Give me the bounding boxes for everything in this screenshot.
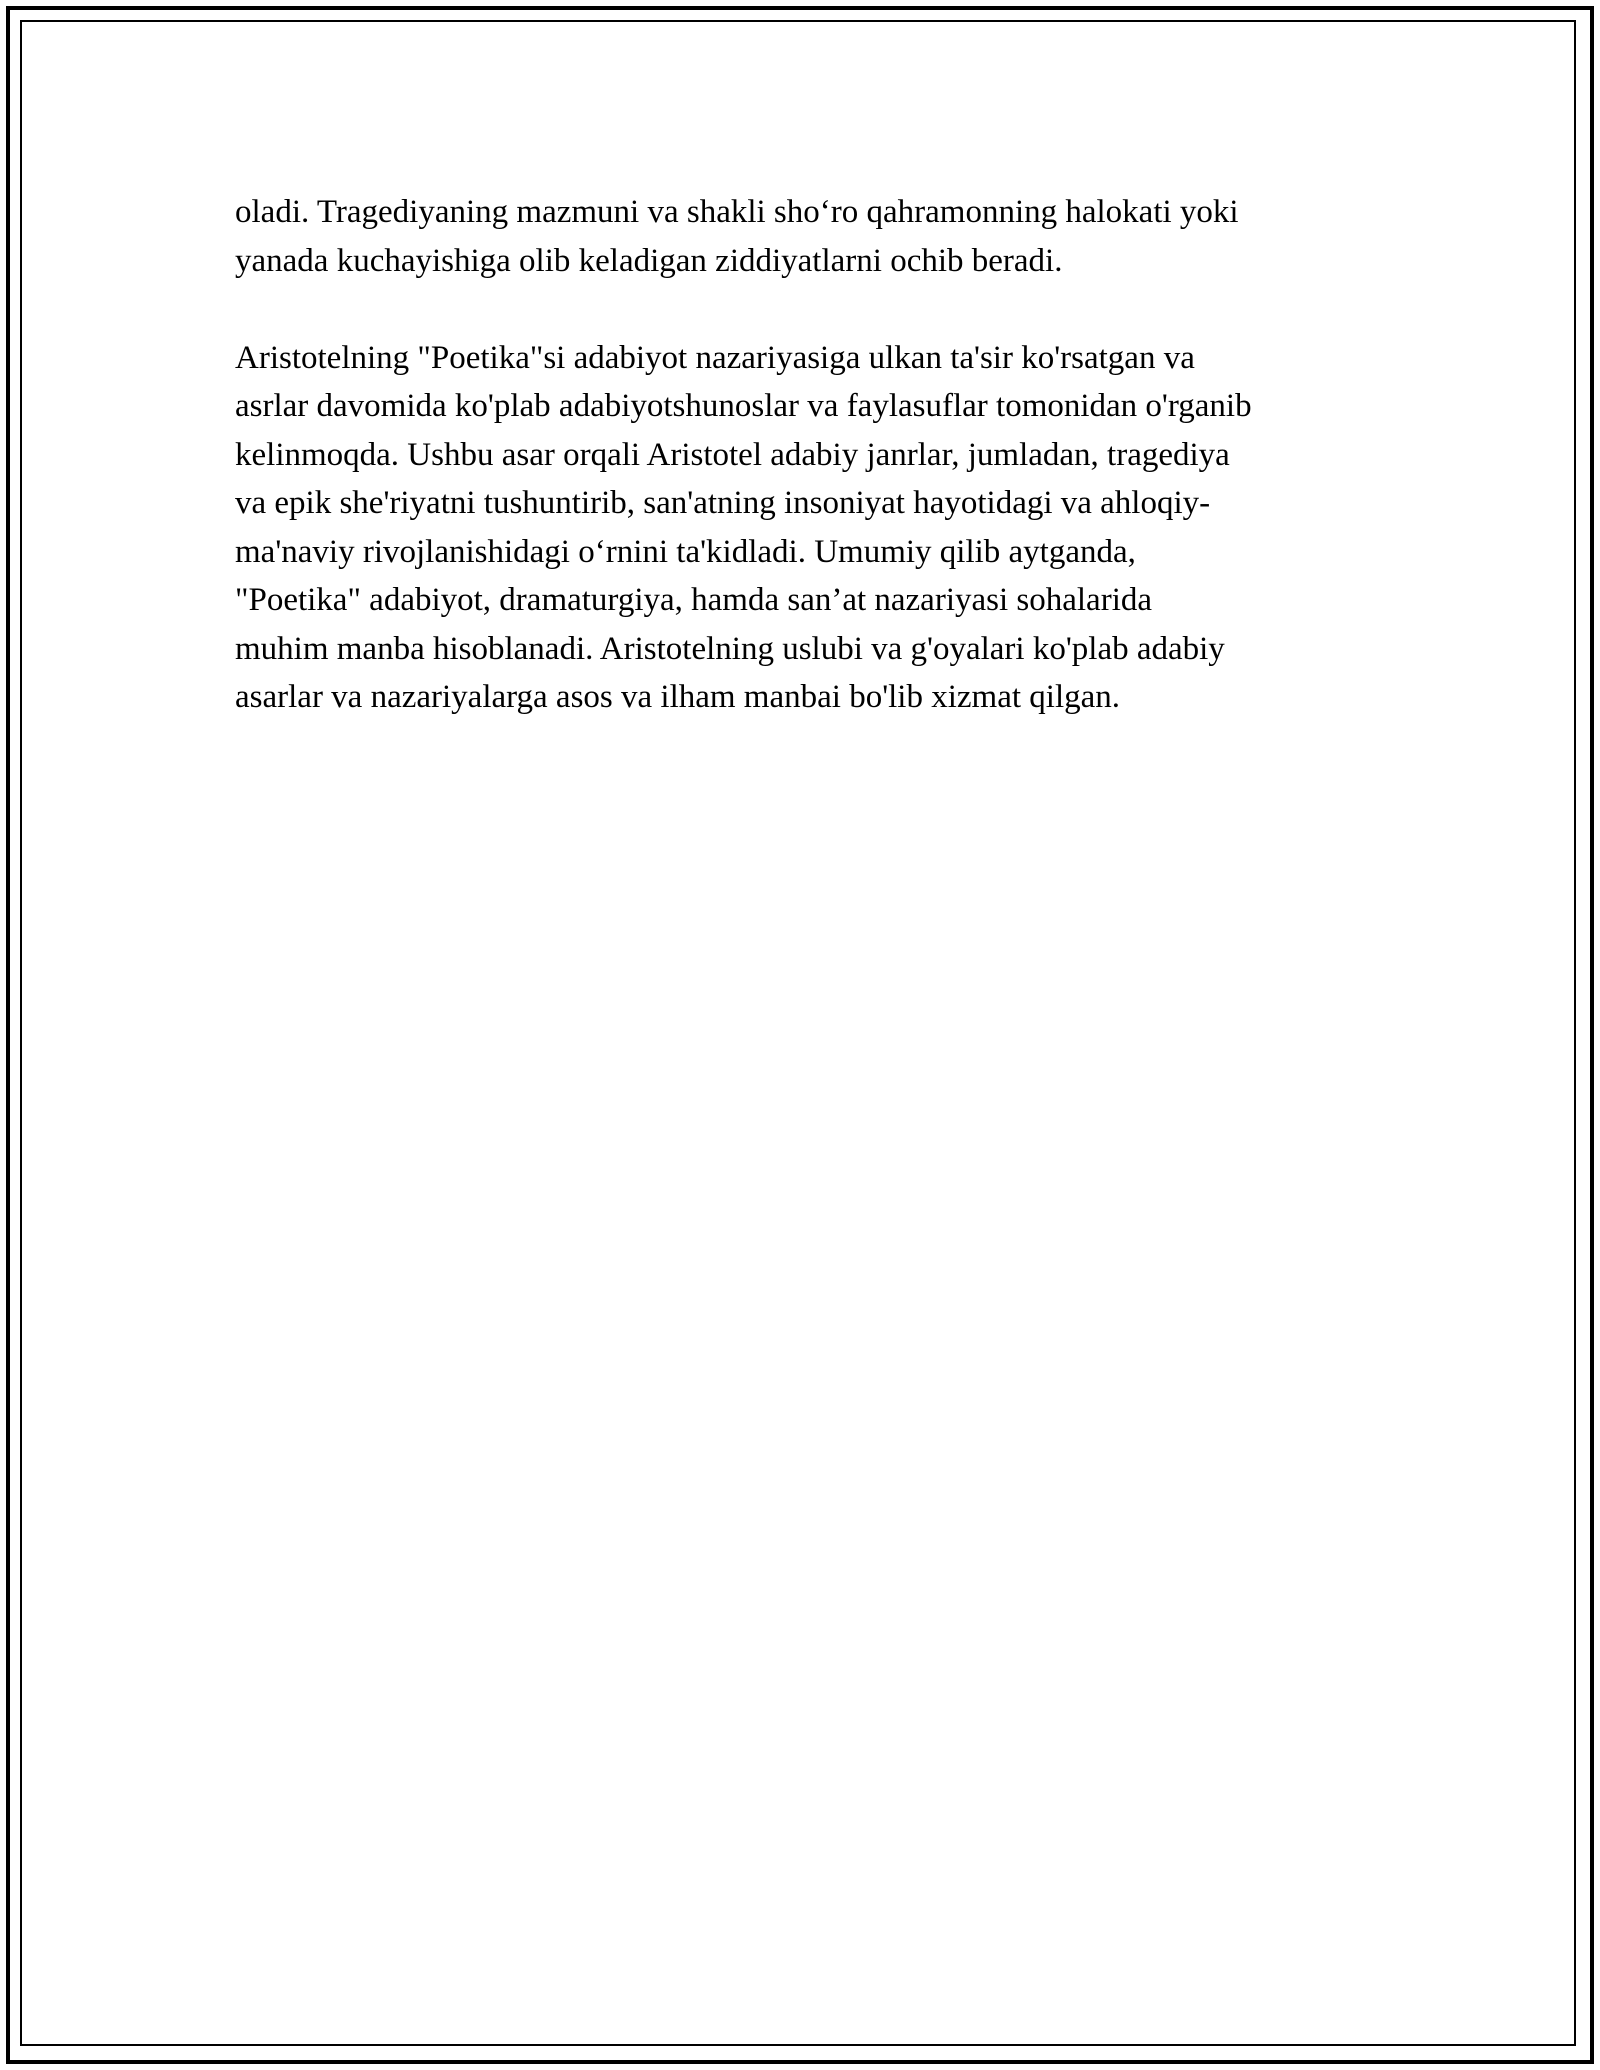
text-line: "Poetika" adabiyot, dramaturgiya, hamda san’at nazariyasi sohalarida [235, 582, 1153, 618]
text-line: oladi. Tragediyaning mazmuni va shakli sho‘ro qahramonning halokati yoki [235, 194, 1239, 230]
text-line: muhim manba hisoblanadi. Aristotelning uslubi va g'oyalari ko'plab adabiy [235, 630, 1225, 667]
text-line: asarlar va nazariyalarga asos va ilham manbai bo'lib xizmat qilgan. [235, 679, 1121, 715]
text-line: kelinmoqda. Ushbu asar orqali Aristotel adabiy janrlar, jumladan, tragediya [235, 436, 1230, 473]
document-body [235, 188, 1395, 722]
paragraph-1 [235, 188, 1395, 285]
text-line: asrlar davomida ko'plab adabiyotshunoslar va faylasuflar tomonidan o'rganib [235, 388, 1252, 424]
paragraph-2 [235, 334, 1395, 722]
text-line: Aristotelning "Poetika"si adabiyot nazariyasiga ulkan ta'sir ko'rsatgan va [235, 339, 1195, 376]
text-line: ma'naviy rivojlanishidagi o‘rnini ta'kidladi. Umumiy qilib aytganda, [235, 533, 1136, 570]
text-line: va epik she'riyatni tushuntirib, san'atning insoniyat hayotidagi va ahloqiy- [235, 485, 1211, 521]
text-line: yanada kuchayishiga olib keladigan ziddiyatlarni ochib beradi. [235, 242, 1063, 279]
